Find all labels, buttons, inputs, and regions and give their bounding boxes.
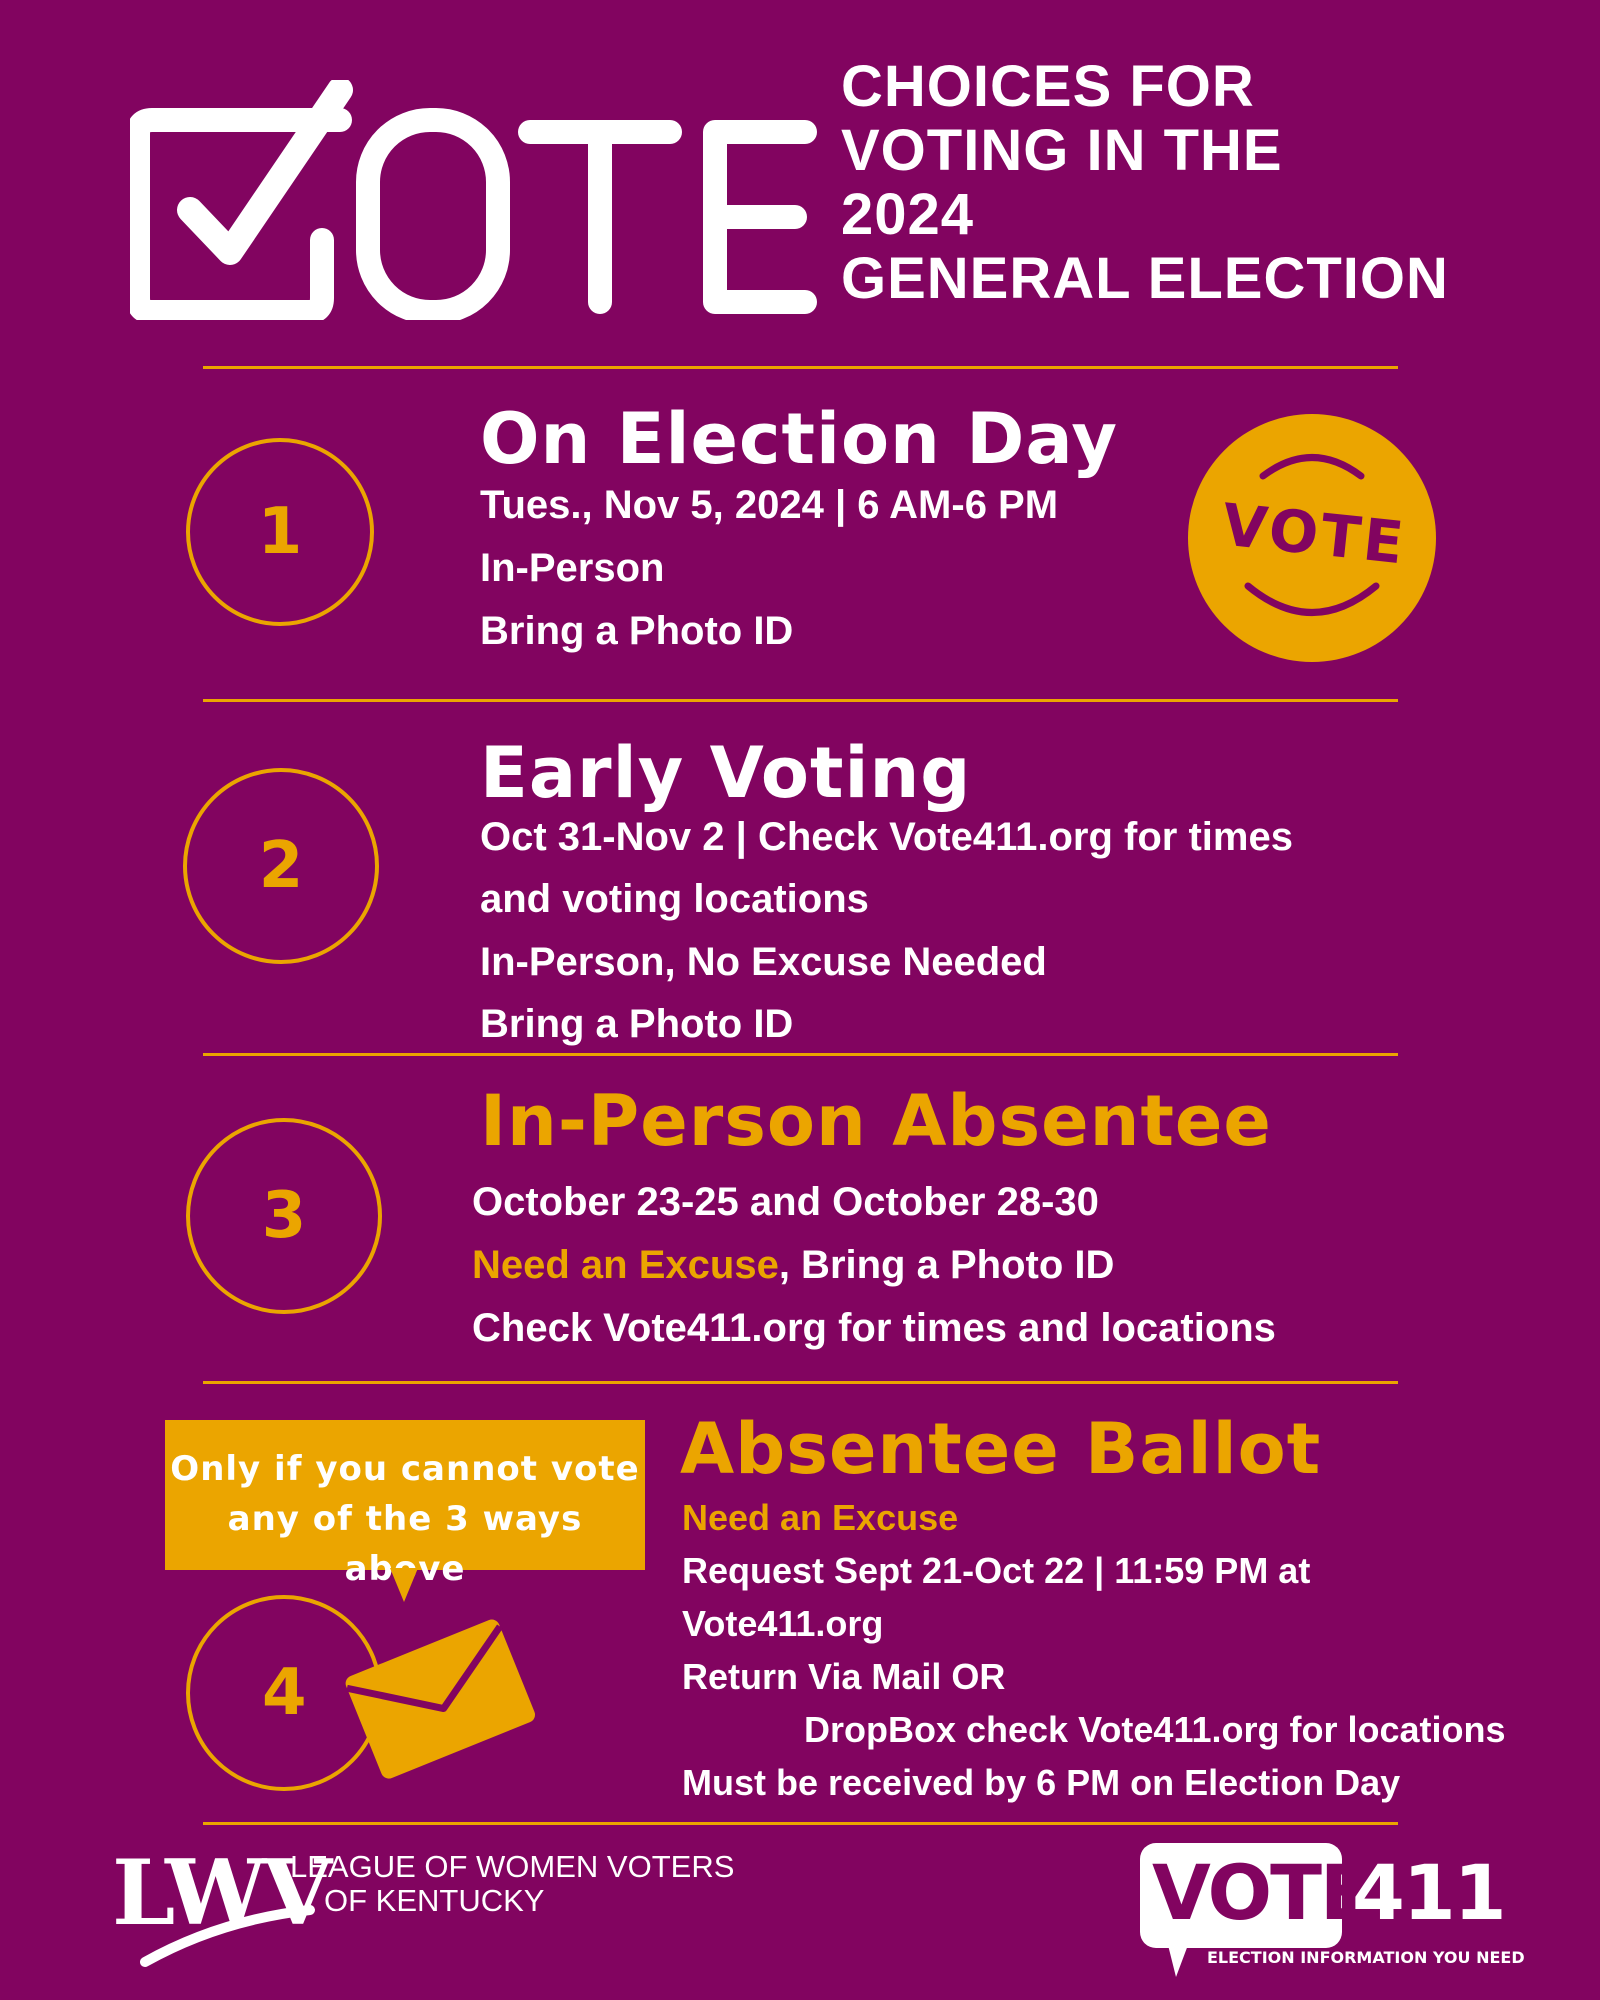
lwv-name: [290, 1850, 734, 1918]
header-title-line-3: 2024: [841, 182, 975, 247]
section-2-line-2: and voting locations: [480, 877, 869, 921]
header-title-line-2: VOTING IN THE: [841, 118, 1283, 183]
section-1-line-2: In-Person: [480, 546, 665, 590]
callout-line-1: Only if you cannot vote: [170, 1449, 640, 1489]
lwv-logo: LWV: [112, 1840, 329, 1946]
section-1-number: 1: [186, 438, 374, 626]
divider-5: [203, 1822, 1398, 1825]
section-2-title: Early Voting: [480, 732, 972, 814]
section-4-line-4: Return Via Mail OR: [682, 1656, 1006, 1697]
section-4-number: 4: [186, 1595, 382, 1791]
vote-button-badge: [1188, 414, 1436, 662]
envelope-icon: [338, 1610, 538, 1785]
vote411-bubble-tail-icon: [1168, 1945, 1208, 1985]
section-2-line-3: In-Person, No Excuse Needed: [480, 940, 1047, 984]
envelope: [338, 1610, 538, 1785]
divider-3: [203, 1053, 1398, 1056]
vote411-number: 411: [1352, 1848, 1505, 1937]
section-3-number: 3: [186, 1118, 382, 1314]
vote411-word: VOTE: [1152, 1848, 1370, 1937]
divider-4: [203, 1381, 1398, 1384]
section-3-line-3: Check Vote411.org for times and locations: [472, 1306, 1276, 1350]
section-1-line-1: Tues., Nov 5, 2024 | 6 AM-6 PM: [480, 483, 1059, 527]
section-4-line-5: DropBox check Vote411.org for locations: [804, 1709, 1506, 1750]
checkbox-icon: [130, 80, 830, 320]
header-title-line-4: GENERAL ELECTION: [841, 246, 1449, 311]
section-2-line-4: Bring a Photo ID: [480, 1002, 794, 1046]
vote-badge-text: VOTE: [1218, 490, 1410, 578]
header-title: [841, 55, 1449, 311]
lwv-name-line-1: LEAGUE OF WOMEN VOTERS: [290, 1849, 735, 1884]
section-4-line-3: Vote411.org: [682, 1603, 884, 1644]
section-3-title: In-Person Absentee: [480, 1080, 1272, 1162]
section-2-number: 2: [183, 768, 379, 964]
lwv-name-line-2: OF KENTUCKY: [324, 1883, 545, 1918]
callout-box: [165, 1420, 645, 1589]
section-1-title: On Election Day: [480, 398, 1119, 480]
header-title-line-1: CHOICES FOR: [841, 54, 1255, 119]
section-1-line-3: Bring a Photo ID: [480, 609, 794, 653]
vote-logo: [130, 80, 830, 320]
section-4-line-6: Must be received by 6 PM on Election Day: [682, 1762, 1401, 1803]
section-3-line-2: [472, 1243, 1114, 1288]
section-4-line-2: Request Sept 21-Oct 22 | 11:59 PM at: [682, 1550, 1311, 1591]
section-3-line-1: October 23-25 and October 28-30: [472, 1180, 1099, 1224]
section-2-line-1: Oct 31-Nov 2 | Check Vote411.org for times: [480, 815, 1293, 859]
divider-2: [203, 699, 1398, 702]
callout-line-2: any of the 3 ways above: [227, 1499, 583, 1589]
divider-1: [203, 366, 1398, 369]
vote411-tagline: ELECTION INFORMATION YOU NEED: [1207, 1948, 1525, 1967]
section-4-line-1: Need an Excuse: [682, 1497, 959, 1538]
section-4-title: Absentee Ballot: [680, 1408, 1322, 1490]
section-3-excuse: Need an Excuse: [472, 1243, 779, 1287]
section-3-photo-id: , Bring a Photo ID: [778, 1243, 1115, 1287]
callout-tail: [390, 1568, 418, 1602]
